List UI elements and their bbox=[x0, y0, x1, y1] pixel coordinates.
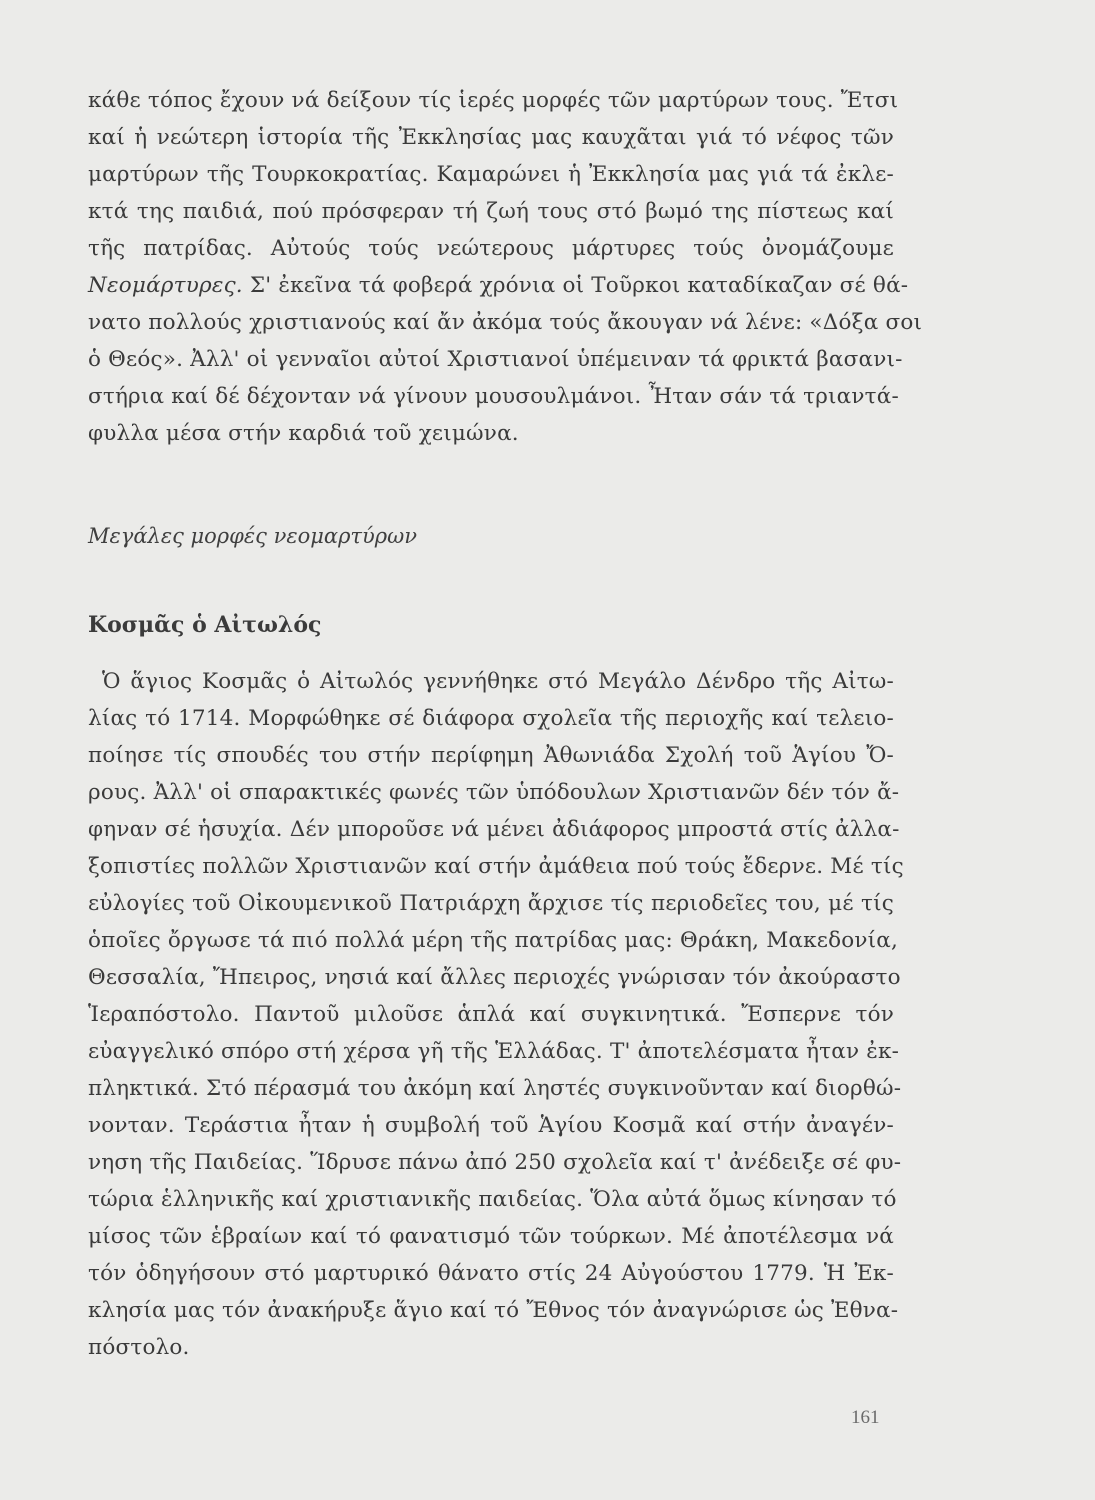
text-line: κλησία μας τόν ἀνακήρυξε ἅγιο καί τό Ἔθνος τόν ἀναγνώρισε ὡς Ἐθνα- bbox=[88, 1298, 899, 1323]
text-line: εὐαγγελικό σπόρο στή χέρσα γῆ τῆς Ἑλλάδας. Τ' ἀποτελέσματα ἦταν ἐκ- bbox=[88, 1039, 900, 1064]
text-line: τώρια ἑλληνικῆς καί χριστιανικῆς παιδείας. Ὅλα αὐτά ὅμως κίνησαν τό bbox=[88, 1187, 897, 1212]
text-line: φηναν σέ ἡσυχία. Δέν μποροῦσε νά μένει ἀδιάφορος μπροστά στίς ἀλλα- bbox=[88, 817, 900, 842]
text-line: εὐλογίες τοῦ Οἰκουμενικοῦ Πατριάρχη ἄρχισε τίς περιοδεῖες του, μέ τίς bbox=[88, 891, 894, 916]
text-line: καί ἡ νεώτερη ἱστορία τῆς Ἐκκλησίας μας καυχᾶται γιά τό νέφος τῶν bbox=[88, 125, 894, 150]
text-line: ὁποῖες ὄργωσε τά πιό πολλά μέρη τῆς πατρίδας μας: Θράκη, Μακεδονία, bbox=[88, 928, 899, 953]
subheading-kosmas: Κοσμᾶς ὁ Αἰτωλός bbox=[88, 612, 322, 638]
text-line: Θεσσαλία, Ἤπειρος, νησιά καί ἄλλες περιοχές γνώρισαν τόν ἀκούραστο bbox=[88, 965, 901, 990]
text-line: τόν ὁδηγήσουν στό μαρτυρικό θάνατο στίς 24 Αὐγούστου 1779. Ἡ Ἐκ- bbox=[88, 1261, 894, 1286]
text-line: μαρτύρων τῆς Τουρκοκρατίας. Καμαρώνει ἡ Ἐκκλησία μας γιά τά ἐκλε- bbox=[88, 162, 894, 187]
italic-term: Νεομάρτυρες. bbox=[88, 273, 243, 298]
intro-paragraph bbox=[88, 82, 923, 452]
text-line: νατο πολλούς χριστιανούς καί ἄν ἀκόμα τούς ἄκουγαν νά λένε: «Δόξα σοι bbox=[88, 310, 923, 335]
text-line-neomartyres: Νεομάρτυρες. Σ' ἐκεῖνα τά φοβερά χρόνια οἱ Τοῦρκοι καταδίκαζαν σέ θά- bbox=[88, 273, 909, 298]
text-line: πληκτικά. Στό πέρασμά του ἀκόμη καί ληστές συγκινοῦνταν καί διορθώ- bbox=[88, 1076, 902, 1101]
text-line: κάθε τόπος ἔχουν νά δείξουν τίς ἱερές μορφές τῶν μαρτύρων τους. Ἔτσι bbox=[88, 88, 899, 113]
text-line: Ἱεραπόστολο. Παντοῦ μιλοῦσε ἁπλά καί συγκινητικά. Ἔσπερνε τόν bbox=[88, 1002, 894, 1027]
text-line: τῆς πατρίδας. Αὐτούς τούς νεώτερους μάρτυρες τούς ὀνομάζουμε bbox=[88, 236, 894, 261]
text-line: μίσος τῶν ἑβραίων καί τό φανατισμό τῶν τούρκων. Μέ ἀποτέλεσμα νά bbox=[88, 1224, 894, 1249]
text-line: ρους. Ἀλλ' οἱ σπαρακτικές φωνές τῶν ὑπόδουλων Χριστιανῶν δέν τόν ἄ- bbox=[88, 780, 900, 805]
text-line: Ὁ ἅγιος Κοσμᾶς ὁ Αἰτωλός γεννήθηκε στό Μεγάλο Δένδρο τῆς Αἰτω- bbox=[102, 669, 894, 694]
text-line: κτά της παιδιά, πού πρόσφεραν τή ζωή τους στό βωμό της πίστεως καί bbox=[88, 199, 894, 224]
text-line: φυλλα μέσα στήν καρδιά τοῦ χειμώνα. bbox=[88, 421, 519, 446]
text-line: ποίησε τίς σπουδές του στήν περίφημη Ἀθωνιάδα Σχολή τοῦ Ἁγίου Ὄ- bbox=[88, 743, 894, 768]
section-heading: Μεγάλες μορφές νεομαρτύρων bbox=[88, 524, 418, 548]
text-line: ξοπιστίες πολλῶν Χριστιανῶν καί στήν ἀμάθεια πού τούς ἔδερνε. Μέ τίς bbox=[88, 854, 904, 879]
text-line: νηση τῆς Παιδείας. Ἵδρυσε πάνω ἀπό 250 σχολεῖα καί τ' ἀνέδειξε σέ φυ- bbox=[88, 1150, 902, 1175]
text-line: λίας τό 1714. Μορφώθηκε σέ διάφορα σχολεῖα τῆς περιοχῆς καί τελειο- bbox=[88, 706, 894, 731]
text-line: νονταν. Τεράστια ἦταν ἡ συμβολή τοῦ Ἁγίου Κοσμᾶ καί στήν ἀναγέν- bbox=[88, 1113, 894, 1138]
page-number: 161 bbox=[851, 1407, 880, 1428]
text-line: στήρια καί δέ δέχονταν νά γίνουν μουσουλμάνοι. Ἦταν σάν τά τριαντά- bbox=[88, 384, 899, 409]
text-line: πόστολο. bbox=[88, 1335, 190, 1360]
text-line: ὁ Θεός». Ἀλλ' οἱ γενναῖοι αὐτοί Χριστιανοί ὑπέμειναν τά φρικτά βασανι- bbox=[88, 347, 903, 372]
kosmas-paragraph bbox=[88, 663, 904, 1366]
